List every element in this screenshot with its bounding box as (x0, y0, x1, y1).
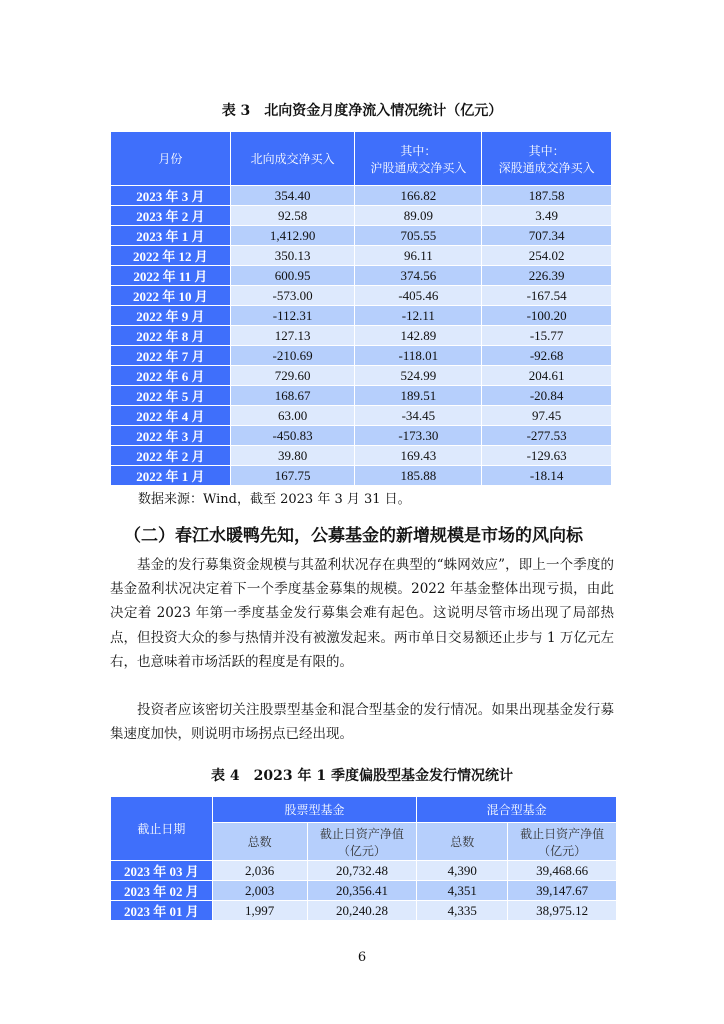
header-nav (307, 823, 417, 861)
row-label: 2022 年 10 月 (111, 286, 231, 306)
row-label: 2023 年 03 月 (111, 861, 213, 881)
row-label: 2022 年 11 月 (111, 266, 231, 286)
table-cell: 3.49 (482, 206, 612, 226)
table-cell: 168.67 (230, 386, 355, 406)
table-row (111, 861, 617, 881)
table-cell: -34.45 (355, 406, 482, 426)
table4 (110, 796, 617, 921)
page-number: 6 (357, 950, 367, 965)
table-cell: 1,997 (212, 901, 307, 921)
table-cell: 39,468.66 (508, 861, 617, 881)
table-cell: -112.31 (230, 306, 355, 326)
table-row (111, 186, 612, 206)
table-row (111, 266, 612, 286)
section-heading: （二）春江水暖鸭先知，公募基金的新增规模是市场的风向标 (124, 526, 583, 546)
header-count: 总数 (212, 823, 307, 861)
header-label: 其中： (400, 143, 437, 158)
table-cell: 226.39 (482, 266, 612, 286)
table-cell: 2,036 (212, 861, 307, 881)
table-cell: 350.13 (230, 246, 355, 266)
table-cell: 97.45 (482, 406, 612, 426)
table-cell: 374.56 (355, 266, 482, 286)
row-label: 2022 年 1 月 (111, 466, 231, 486)
table-cell: 20,356.41 (307, 881, 417, 901)
header-shenzhen (482, 132, 612, 186)
row-label: 2022 年 9 月 (111, 306, 231, 326)
row-label: 2023 年 2 月 (111, 206, 231, 226)
header-date: 截止日期 (111, 797, 213, 861)
table-cell: -12.11 (355, 306, 482, 326)
table-cell: -210.69 (230, 346, 355, 366)
table-row (111, 466, 612, 486)
header-label: （亿元） (337, 843, 386, 858)
table-cell: 127.13 (230, 326, 355, 346)
table-row (111, 206, 612, 226)
table-cell: 204.61 (482, 366, 612, 386)
table-cell: 142.89 (355, 326, 482, 346)
row-label: 2023 年 02 月 (111, 881, 213, 901)
table-cell: 38,975.12 (508, 901, 617, 921)
table-cell: -92.68 (482, 346, 612, 366)
table-cell: 169.43 (355, 446, 482, 466)
table-cell: 600.95 (230, 266, 355, 286)
table-cell: -15.77 (482, 326, 612, 346)
row-label: 2022 年 12 月 (111, 246, 231, 266)
table-row (111, 881, 617, 901)
table-cell: 167.75 (230, 466, 355, 486)
table-row (111, 326, 612, 346)
table4-caption: 表 4 2023 年 1 季度偏股型基金发行情况统计 (211, 768, 513, 784)
table3 (110, 131, 612, 486)
row-label: 2022 年 5 月 (111, 386, 231, 406)
table-cell: -167.54 (482, 286, 612, 306)
paragraph: 投资者应该密切关注股票型基金和混合型基金的发行情况。如果出现基金发行募集速度加快，则说明市场拐点已经出现。 (110, 702, 614, 743)
table-cell: 1,412.90 (230, 226, 355, 246)
table-cell: 2,003 (212, 881, 307, 901)
header-northbound: 北向成交净买入 (230, 132, 355, 186)
row-label: 2022 年 6 月 (111, 366, 231, 386)
table-cell: -118.01 (355, 346, 482, 366)
table3-caption: 表 3 北向资金月度净流入情况统计（亿元） (221, 103, 503, 119)
table-row (111, 406, 612, 426)
table-cell: -277.53 (482, 426, 612, 446)
row-label: 2022 年 2 月 (111, 446, 231, 466)
header-stock-fund: 股票型基金 (212, 797, 417, 823)
table-row (111, 901, 617, 921)
paragraph: 基金的发行募集资金规模与其盈利状况存在典型的“蛛网效应”，即上一个季度的基金盈利状况决定着下一个季度基金募集的规模。2022 年基金整体出现亏损，由此决定着 2023 年第一季度基金发行募集会难有起色。这说明尽管市场出现了局部热点，但投资大众的参与热情并没有被激发起来。两市单日交易额还止步与 1 万亿元左右，也意味着市场活跃的程度是有限的。 (110, 557, 614, 670)
table-cell: 254.02 (482, 246, 612, 266)
table-cell: 20,732.48 (307, 861, 417, 881)
table-cell: 187.58 (482, 186, 612, 206)
table-cell: 39.80 (230, 446, 355, 466)
table-cell: 39,147.67 (508, 881, 617, 901)
table-cell: -100.20 (482, 306, 612, 326)
table-cell: 185.88 (355, 466, 482, 486)
table-cell: 4,390 (417, 861, 508, 881)
header-nav (508, 823, 617, 861)
table-cell: -450.83 (230, 426, 355, 446)
table-cell: 705.55 (355, 226, 482, 246)
header-label: 沪股通成交净买入 (370, 160, 467, 175)
row-label: 2022 年 3 月 (111, 426, 231, 446)
row-label: 2023 年 1 月 (111, 226, 231, 246)
header-label: 其中： (528, 143, 565, 158)
table-cell: 89.09 (355, 206, 482, 226)
table-cell: 92.58 (230, 206, 355, 226)
table-cell: 524.99 (355, 366, 482, 386)
header-mixed-fund: 混合型基金 (417, 797, 617, 823)
table-row (111, 426, 612, 446)
table-cell: 4,351 (417, 881, 508, 901)
table-cell: 4,335 (417, 901, 508, 921)
table-cell: -129.63 (482, 446, 612, 466)
table-row (111, 446, 612, 466)
row-label: 2022 年 8 月 (111, 326, 231, 346)
table-row (111, 346, 612, 366)
table-cell: 96.11 (355, 246, 482, 266)
table-row (111, 246, 612, 266)
row-label: 2023 年 3 月 (111, 186, 231, 206)
table-row (111, 226, 612, 246)
table-cell: 707.34 (482, 226, 612, 246)
header-count: 总数 (417, 823, 508, 861)
table-cell: 20,240.28 (307, 901, 417, 921)
header-month: 月份 (111, 132, 231, 186)
table-cell: 354.40 (230, 186, 355, 206)
table-cell: -573.00 (230, 286, 355, 306)
header-label: 深股通成交净买入 (498, 160, 595, 175)
table-row (111, 366, 612, 386)
row-label: 2023 年 01 月 (111, 901, 213, 921)
table-row (111, 286, 612, 306)
table-cell: 189.51 (355, 386, 482, 406)
table-cell: -405.46 (355, 286, 482, 306)
row-label: 2022 年 7 月 (111, 346, 231, 366)
row-label: 2022 年 4 月 (111, 406, 231, 426)
table-row (111, 306, 612, 326)
header-label: 截止日资产净值 (520, 826, 605, 841)
source-note: 数据来源：Wind，截至 2023 年 3 月 31 日。 (138, 492, 411, 507)
table-cell: -173.30 (355, 426, 482, 446)
table-row (111, 386, 612, 406)
header-shanghai (355, 132, 482, 186)
table-cell: 166.82 (355, 186, 482, 206)
table-cell: -18.14 (482, 466, 612, 486)
table-cell: -20.84 (482, 386, 612, 406)
header-label: 截止日资产净值 (319, 826, 404, 841)
header-label: （亿元） (538, 843, 587, 858)
table-cell: 63.00 (230, 406, 355, 426)
table-cell: 729.60 (230, 366, 355, 386)
